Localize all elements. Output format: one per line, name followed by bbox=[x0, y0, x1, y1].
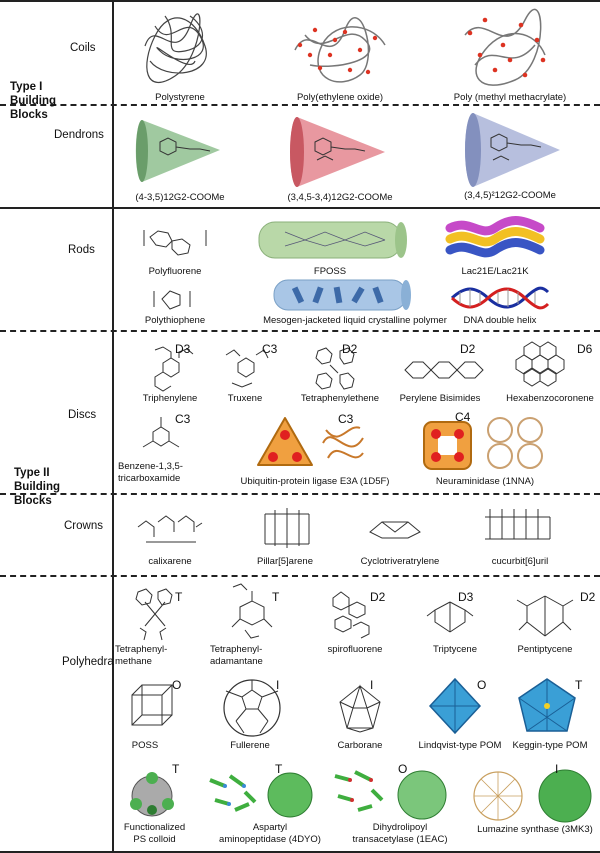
symmetry-label: C3 bbox=[175, 412, 191, 426]
pillararene-structure bbox=[255, 504, 315, 554]
dihydrolipoyl-transacetylase-image bbox=[330, 768, 450, 822]
calixarene-structure bbox=[130, 502, 210, 552]
symmetry-label: C3 bbox=[338, 412, 354, 426]
crowns-polyhedra-divider bbox=[0, 575, 600, 577]
poly-label: Pentiptycene bbox=[517, 644, 573, 655]
rod-label: Mesogen-jacketed liquid crystalline polymer bbox=[263, 315, 447, 326]
category-dendrons: Dendrons bbox=[54, 129, 104, 141]
symmetry-label: I bbox=[555, 762, 559, 776]
symmetry-label: D2 bbox=[460, 342, 476, 356]
disc-label: tricarboxamide bbox=[118, 473, 181, 484]
disc-label: Hexabenzocoronene bbox=[506, 393, 594, 404]
dendron-cone-image bbox=[455, 108, 565, 192]
ctv-structure bbox=[365, 512, 425, 542]
symmetry-label: O bbox=[398, 762, 408, 776]
rod-label: Polyfluorene bbox=[148, 266, 202, 277]
perylene-bisimide-structure bbox=[395, 352, 485, 388]
disc-label: Triphenylene bbox=[142, 393, 198, 404]
ps-colloid-image bbox=[128, 770, 176, 820]
poly-label: Aspartyl bbox=[252, 822, 288, 833]
polythiophene-structure bbox=[150, 285, 200, 313]
dendron-cone-image bbox=[130, 112, 230, 190]
discs-crowns-divider bbox=[0, 493, 600, 495]
crown-label: Pillar[5]arene bbox=[257, 556, 313, 567]
symmetry-label: D2 bbox=[342, 342, 358, 356]
cucurbituril-structure bbox=[480, 505, 555, 550]
crown-label: calixarene bbox=[148, 556, 192, 567]
neuraminidase-protein bbox=[480, 412, 550, 474]
poly-label: Tetraphenyl- bbox=[210, 644, 263, 655]
keggin-pom-structure bbox=[515, 676, 583, 736]
aspartyl-aminopeptidase-image bbox=[205, 770, 315, 820]
category-coils: Coils bbox=[70, 42, 96, 54]
poly-label: methane bbox=[115, 656, 152, 667]
dendron-label: (3,4,5-3,4)12G2-COOMe bbox=[287, 192, 393, 203]
symmetry-label: T bbox=[272, 590, 280, 604]
spirofluorene-structure bbox=[325, 588, 375, 640]
poly-label: Functionalized bbox=[123, 822, 186, 833]
symmetry-label: D2 bbox=[370, 590, 386, 604]
dendron-cone-image bbox=[285, 112, 395, 194]
polystyrene-coil-image bbox=[135, 6, 215, 86]
crown-label: Cyclotriveratrylene bbox=[360, 556, 440, 567]
symmetry-label: D3 bbox=[175, 342, 191, 356]
coil-label: Poly (methyl methacrylate) bbox=[453, 92, 567, 103]
poly-label: Keggin-type POM bbox=[512, 740, 588, 751]
disc-label: Neuraminidase (1NNA) bbox=[435, 476, 535, 487]
symmetry-label: T bbox=[575, 678, 583, 692]
poly-label: PS colloid bbox=[133, 834, 176, 845]
mjlcp-rod-image bbox=[270, 274, 410, 316]
dna-helix-image bbox=[450, 284, 550, 312]
category-polyhedra: Polyhedra bbox=[62, 656, 114, 668]
hexabenzocoronene-structure bbox=[510, 340, 570, 392]
pentiptycene-structure bbox=[515, 592, 575, 642]
column-divider bbox=[112, 0, 114, 853]
top-border bbox=[0, 0, 600, 2]
type2-label: Type II Building Blocks bbox=[14, 467, 60, 507]
fposs-rod-image bbox=[255, 218, 405, 262]
disc-label: Benzene-1,3,5- bbox=[118, 461, 183, 472]
poly-label: Tetraphenyl- bbox=[115, 644, 168, 655]
poly-label: transacetylase (1EAC) bbox=[352, 834, 448, 845]
rod-label: Lac21E/Lac21K bbox=[461, 266, 529, 277]
neuraminidase-scheme bbox=[420, 418, 475, 473]
type-divider bbox=[0, 207, 600, 209]
coil-label: Polystyrene bbox=[155, 92, 205, 103]
poly-label: Lindqvist-type POM bbox=[418, 740, 502, 751]
symmetry-label: D3 bbox=[458, 590, 474, 604]
coils-dendrons-divider bbox=[0, 104, 600, 106]
peo-coil-image bbox=[290, 10, 390, 85]
type1-label: Type I Building Blocks bbox=[10, 81, 56, 121]
rods-discs-divider bbox=[0, 330, 600, 332]
rod-label: FPOSS bbox=[313, 266, 347, 277]
pmma-coil-image bbox=[455, 5, 555, 90]
symmetry-label: D6 bbox=[577, 342, 593, 356]
poly-label: Fullerene bbox=[230, 740, 270, 751]
polyfluorene-structure bbox=[140, 222, 220, 252]
symmetry-label: O bbox=[477, 678, 487, 692]
triptycene-structure bbox=[425, 598, 475, 638]
symmetry-label: T bbox=[175, 590, 183, 604]
tetraphenylmethane-structure bbox=[130, 586, 183, 642]
symmetry-label: D2 bbox=[580, 590, 596, 604]
category-rods: Rods bbox=[68, 244, 95, 256]
poly-label: aminopeptidase (4DYO) bbox=[219, 834, 321, 845]
rod-label: DNA double helix bbox=[463, 315, 537, 326]
category-crowns: Crowns bbox=[64, 520, 103, 532]
dendron-label: (4-3,5)12G2-COOMe bbox=[135, 192, 225, 203]
symmetry-label: I bbox=[276, 678, 280, 692]
disc-label: Tetraphenylethene bbox=[300, 393, 380, 404]
poly-label: Lumazine synthase (3MK3) bbox=[477, 824, 593, 835]
poly-label: POSS bbox=[131, 740, 159, 751]
lac21-helix-image bbox=[445, 216, 545, 262]
lumazine-synthase-image bbox=[470, 768, 595, 824]
fullerene-structure bbox=[220, 676, 284, 740]
ubiquitin-ligase-scheme bbox=[255, 415, 315, 470]
poly-label: Dihydrolipoyl bbox=[372, 822, 428, 833]
poly-label: Triptycene bbox=[433, 644, 477, 655]
disc-label: Ubiquitin-protein ligase E3A (1D5F) bbox=[240, 476, 390, 487]
symmetry-label: I bbox=[370, 678, 374, 692]
dendron-label: (3,4,5)²12G2-COOMe bbox=[464, 190, 556, 201]
rod-label: Polythiophene bbox=[144, 315, 206, 326]
disc-label: Perylene Bisimides bbox=[399, 393, 481, 404]
symmetry-label: T bbox=[275, 762, 283, 776]
poly-label: spirofluorene bbox=[327, 644, 383, 655]
category-discs: Discs bbox=[68, 409, 97, 421]
carborane-structure bbox=[335, 682, 385, 736]
poly-label: Carborane bbox=[337, 740, 383, 751]
coil-label: Poly(ethylene oxide) bbox=[296, 92, 384, 103]
symmetry-label: T bbox=[172, 762, 180, 776]
symmetry-label: O bbox=[172, 678, 182, 692]
symmetry-label: C4 bbox=[455, 410, 471, 424]
crown-label: cucurbit[6]uril bbox=[491, 556, 549, 567]
disc-label: Truxene bbox=[227, 393, 263, 404]
poly-label: adamantane bbox=[210, 656, 263, 667]
symmetry-label: C3 bbox=[262, 342, 278, 356]
lindqvist-pom-structure bbox=[425, 676, 485, 736]
